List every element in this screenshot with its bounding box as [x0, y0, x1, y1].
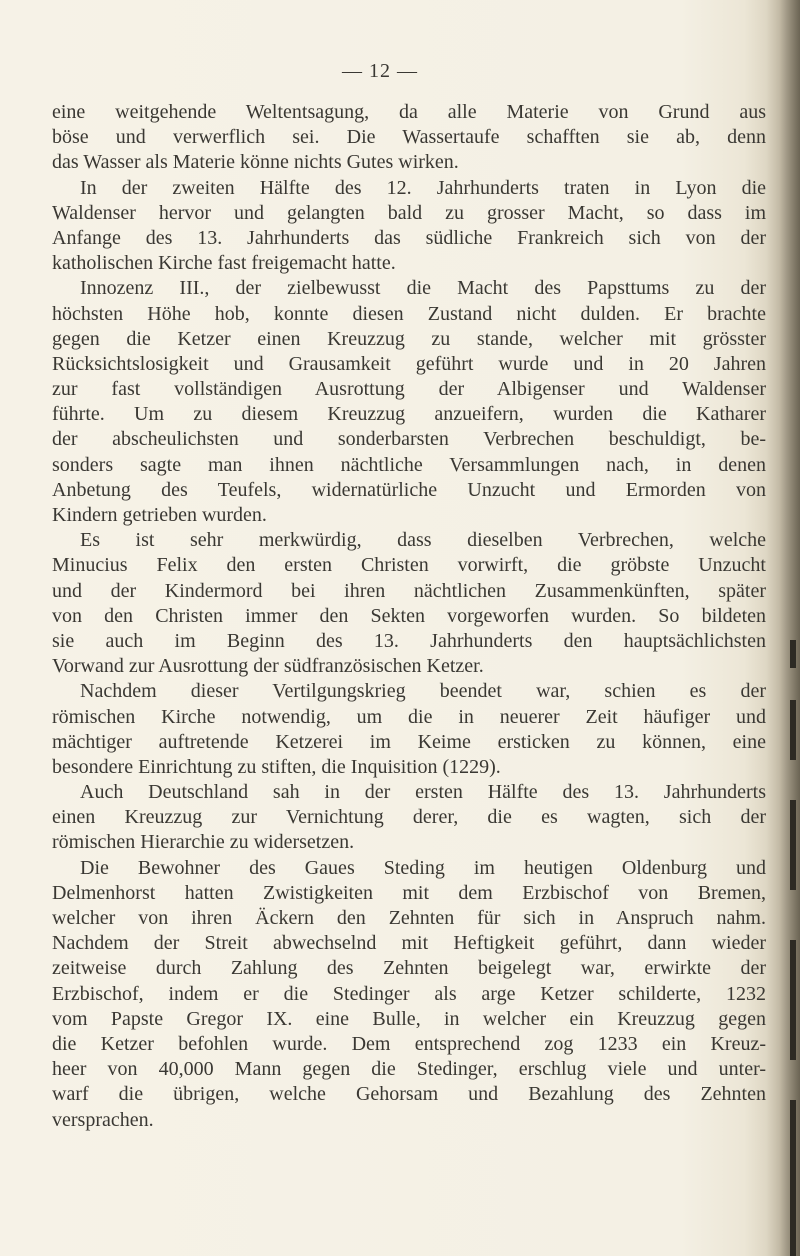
text-line: Erzbischof, indem er die Stedinger als arge Ketzer schilderte, 1232 [52, 982, 766, 1005]
text-line: sonders sagte man ihnen nächtliche Versammlungen nach, in denen [52, 453, 766, 476]
text-line: das Wasser als Materie könne nichts Gutes wirken. [52, 151, 459, 174]
paragraph [52, 100, 766, 176]
text-line: Waldenser hervor und gelangten bald zu grosser Macht, so dass im [52, 201, 766, 224]
text-line: besondere Einrichtung zu stiften, die Inquisition (1229). [52, 755, 501, 778]
spine-mark [790, 640, 796, 668]
spine-mark [790, 800, 796, 890]
text-line: der abscheulichsten und sonderbarsten Verbrechen beschuldigt, be- [52, 428, 766, 451]
text-line: Es ist sehr merkwürdig, dass dieselben Verbrechen, welche [80, 529, 766, 552]
text-line: Nachdem dieser Vertilgungskrieg beendet war, schien es der [80, 680, 766, 703]
text-line: führte. Um zu diesem Kreuzzug anzueifern, wurden die Katharer [52, 403, 766, 426]
text-line: Minucius Felix den ersten Christen vorwirft, die gröbste Unzucht [52, 554, 766, 577]
text-line: In der zweiten Hälfte des 12. Jahrhunderts traten in Lyon die [80, 176, 766, 199]
text-line: katholischen Kirche fast freigemacht hatte. [52, 252, 396, 275]
paragraph [52, 780, 766, 856]
page-spine-shadow [766, 0, 800, 1256]
page-number: — 12 — [342, 60, 418, 82]
paragraph [52, 276, 766, 528]
spine-mark [790, 1100, 796, 1256]
paragraph [52, 679, 766, 780]
text-line: versprachen. [52, 1108, 154, 1131]
text-line: einen Kreuzzug zur Vernichtung derer, die es wagten, sich der [52, 806, 766, 829]
text-line: Anfange des 13. Jahrhunderts das südliche Frankreich sich von der [52, 226, 766, 249]
text-line: zur fast vollständigen Ausrottung der Albigenser und Waldenser [52, 378, 766, 401]
text-line: Nachdem der Streit abwechselnd mit Heftigkeit geführt, dann wieder [52, 932, 766, 955]
text-line: Kindern getrieben wurden. [52, 504, 267, 526]
text-line: höchsten Höhe hob, konnte diesen Zustand nicht dulden. Er brachte [52, 302, 766, 325]
text-line: eine weitgehende Weltentsagung, da alle Materie von Grund aus [52, 101, 766, 123]
text-line: Delmenhorst hatten Zwistigkeiten mit dem Erzbischof von Bremen, [52, 881, 766, 904]
text-line: von den Christen immer den Sekten vorgeworfen wurden. So bildeten [52, 604, 766, 627]
text-line: heer von 40,000 Mann gegen die Stedinger, erschlug viele und unter- [52, 1058, 766, 1081]
body-text [52, 100, 766, 1133]
text-line: warf die übrigen, welche Gehorsam und Bezahlung des Zehnten [52, 1083, 766, 1106]
paragraph [52, 528, 766, 679]
paragraph [52, 856, 766, 1133]
text-line: gegen die Ketzer einen Kreuzzug zu stande, welcher mit grösster [52, 327, 766, 350]
text-line: römischen Hierarchie zu widersetzen. [52, 831, 355, 854]
text-line: zeitweise durch Zahlung des Zehnten beigelegt war, erwirkte der [52, 957, 766, 980]
text-line: Auch Deutschland sah in der ersten Hälfte des 13. Jahrhunderts [80, 781, 766, 804]
text-line: vom Papste Gregor IX. eine Bulle, in welcher ein Kreuzzug gegen [52, 1007, 766, 1030]
text-line: welcher von ihren Äckern den Zehnten für sich in Anspruch nahm. [52, 907, 766, 929]
text-line: und der Kindermord bei ihren nächtlichen Zusammenkünften, später [52, 579, 766, 602]
spine-mark [790, 940, 796, 1060]
text-line: mächtiger auftretende Ketzerei im Keime ersticken zu können, eine [52, 730, 766, 753]
paragraph [52, 176, 766, 277]
text-line: Vorwand zur Ausrottung der südfranzösischen Ketzer. [52, 655, 484, 678]
text-line: Anbetung des Teufels, widernatürliche Unzucht und Ermorden von [52, 478, 766, 501]
text-line: Die Bewohner des Gaues Steding im heutigen Oldenburg und [80, 856, 766, 879]
text-line: Rücksichtslosigkeit und Grausamkeit geführt wurde und in 20 Jahren [52, 352, 766, 375]
text-line: sie auch im Beginn des 13. Jahrhunderts den hauptsächlichsten [52, 629, 766, 652]
text-line: böse und verwerflich sei. Die Wassertaufe schafften sie ab, denn [52, 126, 766, 149]
spine-mark [790, 700, 796, 760]
text-line: römischen Kirche notwendig, um die in neuerer Zeit häufiger und [52, 705, 766, 728]
text-line: Innozenz III., der zielbewusst die Macht des Papsttums zu der [80, 277, 766, 300]
text-line: die Ketzer befohlen wurde. Dem entsprechend zog 1233 ein Kreuz- [52, 1032, 766, 1055]
